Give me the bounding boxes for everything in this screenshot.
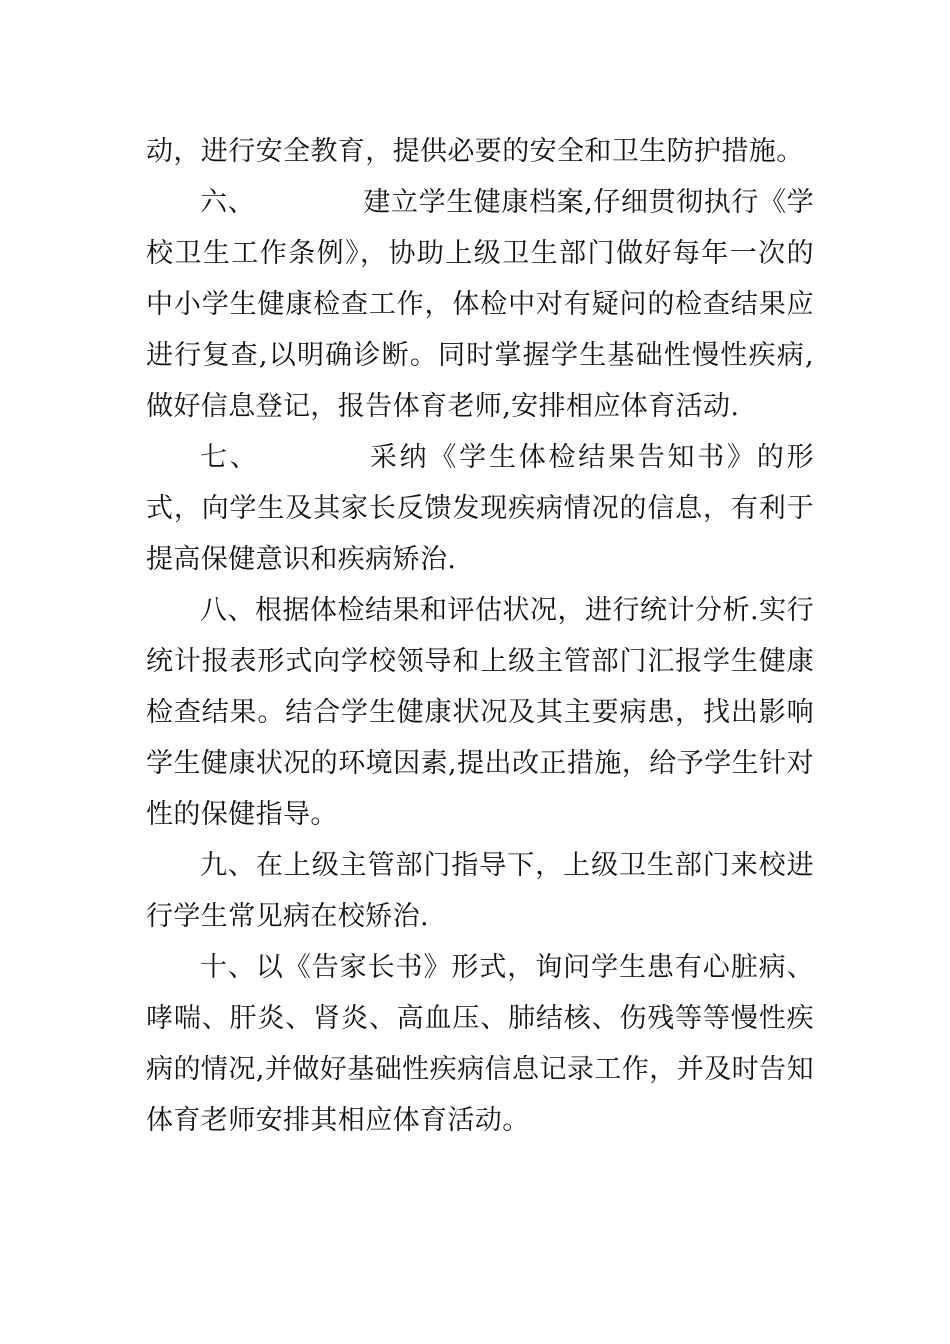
paragraph-item-9 <box>146 840 814 942</box>
paragraph-continuation <box>146 126 814 177</box>
paragraph-item-6 <box>146 177 814 432</box>
item-number: 八、 <box>200 595 256 626</box>
item-number: 九、 <box>200 850 256 881</box>
paragraph-text: 在上级主管部门指导下，上级卫生部门来校进行学生常见病在校矫治. <box>146 850 814 932</box>
paragraph-item-8 <box>146 585 814 840</box>
item-number: 七、 <box>200 442 260 473</box>
document-body <box>146 126 814 1146</box>
paragraph-text: 以《告家长书》形式，询问学生患有心脏病、哮喘、肝炎、肾炎、高血压、肺结核、伤残等等慢性疾病的情况,并做好基础性疾病信息记录工作，并及时告知体育老师安排其相应体育活动。 <box>146 952 814 1136</box>
paragraph-text: 根据体检结果和评估状况，进行统计分析.实行统计报表形式向学校领导和上级主管部门汇报学生健康检查结果。结合学生健康状况及其主要病患，找出影响学生健康状况的环境因素,提出改正措施，给予学生针对性的保健指导。 <box>146 595 814 830</box>
item-number: 六、 <box>200 187 256 218</box>
item-number: 十、 <box>200 952 256 983</box>
paragraph-text: 动，进行安全教育，提供必要的安全和卫生防护措施。 <box>146 136 804 167</box>
paragraph-item-10 <box>146 942 814 1146</box>
paragraph-item-7 <box>146 432 814 585</box>
paragraph-text: 采纳《学生体检结果告知书》的形式，向学生及其家长反馈发现疾病情况的信息，有利于提高保健意识和疾病矫治. <box>146 442 814 575</box>
paragraph-text: 建立学生健康档案,仔细贯彻执行《学校卫生工作条例》，协助上级卫生部门做好每年一次的中小学生健康检查工作，体检中对有疑问的检查结果应进行复查,以明确诊断。同时掌握学生基础性慢性疾病,做好信息登记，报告体育老师,安排相应体育活动. <box>146 187 814 422</box>
